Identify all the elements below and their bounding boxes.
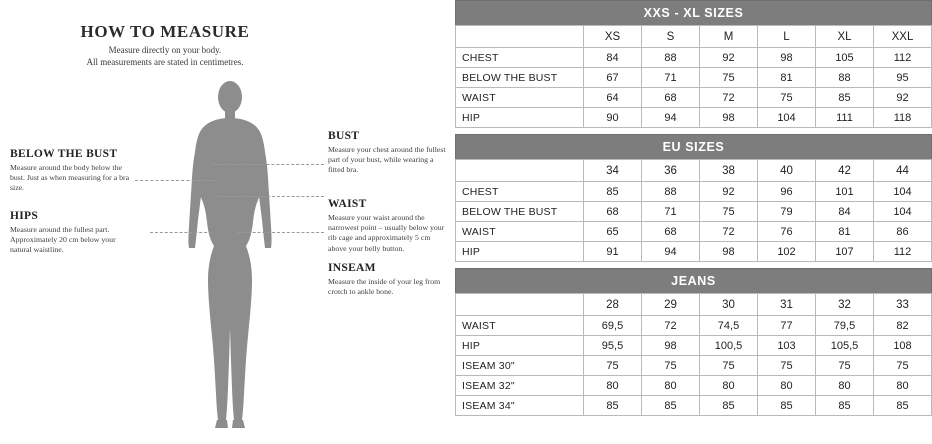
annotation-hips <box>10 210 130 256</box>
size-table-jeans-caption: JEANS <box>455 268 932 293</box>
column-header-corner <box>456 294 584 316</box>
cell: 92 <box>700 48 758 68</box>
cell: 104 <box>758 108 816 128</box>
cell: 85 <box>816 88 874 108</box>
annotation-bust-heading: BUST <box>328 130 360 142</box>
row-label-chest: CHEST <box>456 48 584 68</box>
cell: 77 <box>758 316 816 336</box>
annotation-bust-text: Measure your chest around the fullest part of your bust, while wearing a fitted bra. <box>328 145 446 175</box>
table-row <box>456 182 932 202</box>
size-tables-panel <box>455 0 932 444</box>
row-label-chest: CHEST <box>456 182 584 202</box>
cell: 80 <box>700 376 758 396</box>
cell: 80 <box>642 376 700 396</box>
cell: 104 <box>874 202 932 222</box>
cell: 111 <box>816 108 874 128</box>
leader-line-bust <box>212 164 324 165</box>
cell: 65 <box>584 222 642 242</box>
annotation-waist-text: Measure your waist around the narrowest point – usually below your rib cage and approximately 5 cm above your belly button. <box>328 213 445 253</box>
table-row <box>456 222 932 242</box>
cell: 98 <box>700 108 758 128</box>
subtitle-line-2: All measurements are stated in centimetres. <box>86 57 244 67</box>
table-row <box>456 242 932 262</box>
annotation-below-the-bust <box>10 148 130 194</box>
row-label-waist: WAIST <box>456 316 584 336</box>
row-label-waist: WAIST <box>456 222 584 242</box>
table-row <box>456 108 932 128</box>
cell: 85 <box>874 396 932 416</box>
cell: 94 <box>642 108 700 128</box>
column-header-30: 30 <box>700 294 758 316</box>
column-header-32: 32 <box>816 294 874 316</box>
column-header-m: M <box>700 26 758 48</box>
cell: 88 <box>642 182 700 202</box>
annotation-hips-heading: HIPS <box>10 210 39 222</box>
size-table-xxs-xl <box>455 0 932 128</box>
cell: 79,5 <box>816 316 874 336</box>
cell: 85 <box>758 396 816 416</box>
cell: 112 <box>874 242 932 262</box>
row-label-iseam-34: ISEAM 34" <box>456 396 584 416</box>
cell: 75 <box>758 88 816 108</box>
cell: 95 <box>874 68 932 88</box>
table-row <box>456 48 932 68</box>
cell: 67 <box>584 68 642 88</box>
annotation-waist-heading: WAIST <box>328 198 367 210</box>
table-row <box>456 88 932 108</box>
cell: 68 <box>642 88 700 108</box>
cell: 74,5 <box>700 316 758 336</box>
column-header-36: 36 <box>642 160 700 182</box>
cell: 75 <box>700 202 758 222</box>
cell: 80 <box>758 376 816 396</box>
cell: 88 <box>816 68 874 88</box>
size-table-jeans <box>455 268 932 416</box>
how-to-measure-panel <box>0 0 455 444</box>
column-header-28: 28 <box>584 294 642 316</box>
size-table-xxs-xl-caption: XXS - XL SIZES <box>455 0 932 25</box>
cell: 69,5 <box>584 316 642 336</box>
cell: 75 <box>874 356 932 376</box>
leader-line-waist <box>218 196 324 197</box>
cell: 80 <box>816 376 874 396</box>
cell: 85 <box>584 396 642 416</box>
column-header-xxl: XXL <box>874 26 932 48</box>
table-header-row <box>456 160 932 182</box>
cell: 98 <box>700 242 758 262</box>
cell: 107 <box>816 242 874 262</box>
cell: 105 <box>816 48 874 68</box>
cell: 80 <box>874 376 932 396</box>
cell: 95,5 <box>584 336 642 356</box>
column-header-l: L <box>758 26 816 48</box>
cell: 104 <box>874 182 932 202</box>
body-silhouette-illustration <box>170 80 290 430</box>
cell: 72 <box>642 316 700 336</box>
table-header-row <box>456 294 932 316</box>
cell: 118 <box>874 108 932 128</box>
cell: 88 <box>642 48 700 68</box>
table-row <box>456 68 932 88</box>
cell: 92 <box>874 88 932 108</box>
cell: 75 <box>584 356 642 376</box>
cell: 72 <box>700 88 758 108</box>
table-row <box>456 336 932 356</box>
row-label-iseam-32: ISEAM 32" <box>456 376 584 396</box>
row-label-below-the-bust: BELOW THE BUST <box>456 68 584 88</box>
annotation-inseam-heading: INSEAM <box>328 262 376 274</box>
cell: 75 <box>700 356 758 376</box>
row-label-hip: HIP <box>456 242 584 262</box>
annotation-inseam-text: Measure the inside of your leg from crotch to ankle bone. <box>328 277 441 297</box>
page-title: HOW TO MEASURE <box>80 22 250 41</box>
cell: 103 <box>758 336 816 356</box>
cell: 101 <box>816 182 874 202</box>
cell: 84 <box>584 48 642 68</box>
table-header-row <box>456 26 932 48</box>
row-label-waist: WAIST <box>456 88 584 108</box>
annotation-hips-text: Measure around the fullest part. Approximately 20 cm below your natural waistline. <box>10 225 116 255</box>
size-table-eu <box>455 134 932 262</box>
annotation-inseam <box>328 262 446 297</box>
column-header-xs: XS <box>584 26 642 48</box>
column-header-38: 38 <box>700 160 758 182</box>
subtitle-line-1: Measure directly on your body. <box>108 45 222 55</box>
cell: 98 <box>758 48 816 68</box>
cell: 80 <box>584 376 642 396</box>
cell: 108 <box>874 336 932 356</box>
column-header-42: 42 <box>816 160 874 182</box>
cell: 105,5 <box>816 336 874 356</box>
cell: 72 <box>700 222 758 242</box>
column-header-40: 40 <box>758 160 816 182</box>
column-header-44: 44 <box>874 160 932 182</box>
leader-line-hips <box>150 232 212 233</box>
cell: 64 <box>584 88 642 108</box>
cell: 102 <box>758 242 816 262</box>
cell: 71 <box>642 202 700 222</box>
column-header-33: 33 <box>874 294 932 316</box>
column-header-s: S <box>642 26 700 48</box>
cell: 85 <box>642 396 700 416</box>
cell: 75 <box>758 356 816 376</box>
column-header-29: 29 <box>642 294 700 316</box>
cell: 92 <box>700 182 758 202</box>
leader-line-below-the-bust <box>135 180 215 181</box>
size-table-eu-caption: EU SIZES <box>455 134 932 159</box>
column-header-corner <box>456 160 584 182</box>
cell: 85 <box>584 182 642 202</box>
column-header-corner <box>456 26 584 48</box>
table-row <box>456 356 932 376</box>
cell: 85 <box>700 396 758 416</box>
cell: 90 <box>584 108 642 128</box>
cell: 100,5 <box>700 336 758 356</box>
column-header-31: 31 <box>758 294 816 316</box>
row-label-iseam-30: ISEAM 30" <box>456 356 584 376</box>
cell: 94 <box>642 242 700 262</box>
annotation-below-the-bust-text: Measure around the body below the bust. Just as when measuring for a bra size. <box>10 163 130 193</box>
cell: 84 <box>816 202 874 222</box>
cell: 85 <box>816 396 874 416</box>
cell: 81 <box>816 222 874 242</box>
cell: 75 <box>700 68 758 88</box>
cell: 86 <box>874 222 932 242</box>
cell: 71 <box>642 68 700 88</box>
annotation-bust <box>328 130 446 176</box>
cell: 76 <box>758 222 816 242</box>
annotation-waist <box>328 198 446 254</box>
column-header-34: 34 <box>584 160 642 182</box>
cell: 112 <box>874 48 932 68</box>
leader-line-inseam <box>238 232 324 233</box>
row-label-hip: HIP <box>456 336 584 356</box>
row-label-below-the-bust: BELOW THE BUST <box>456 202 584 222</box>
row-label-hip: HIP <box>456 108 584 128</box>
annotation-below-the-bust-heading: BELOW THE BUST <box>10 148 118 160</box>
table-row <box>456 396 932 416</box>
table-row <box>456 376 932 396</box>
cell: 91 <box>584 242 642 262</box>
cell: 96 <box>758 182 816 202</box>
column-header-xl: XL <box>816 26 874 48</box>
cell: 68 <box>642 222 700 242</box>
cell: 81 <box>758 68 816 88</box>
cell: 68 <box>584 202 642 222</box>
cell: 98 <box>642 336 700 356</box>
table-row <box>456 316 932 336</box>
cell: 79 <box>758 202 816 222</box>
cell: 82 <box>874 316 932 336</box>
cell: 75 <box>642 356 700 376</box>
page-subtitle <box>0 44 330 68</box>
table-row <box>456 202 932 222</box>
cell: 75 <box>816 356 874 376</box>
